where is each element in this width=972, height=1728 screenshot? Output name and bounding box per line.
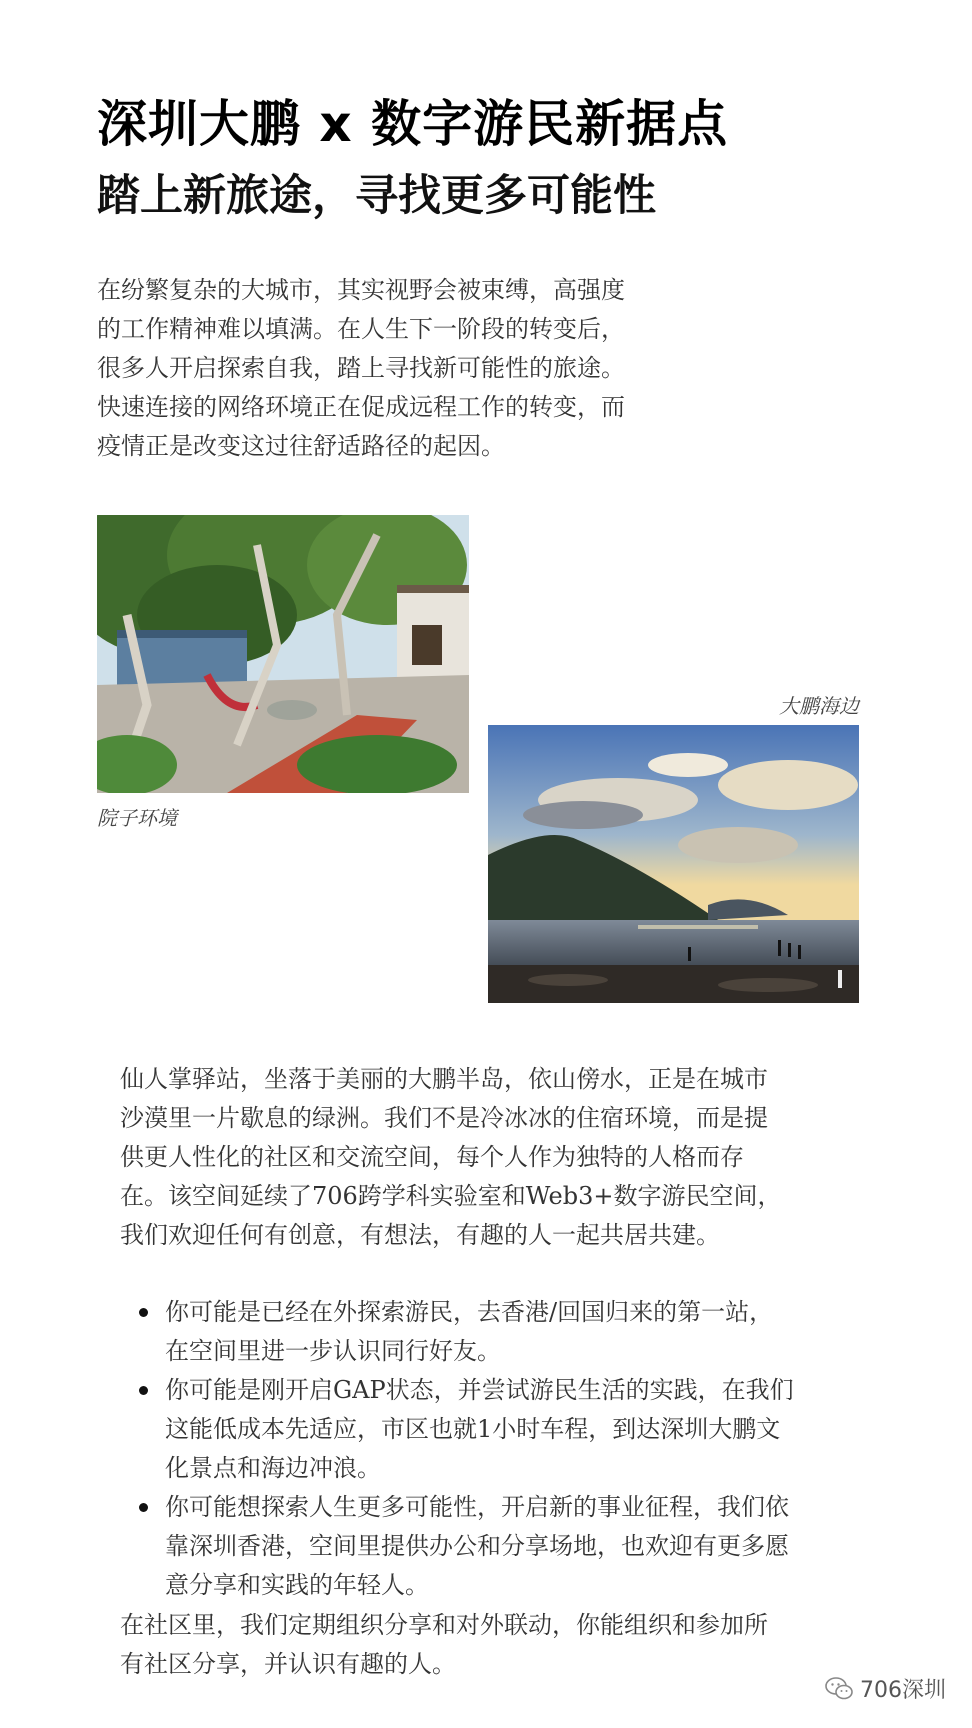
list-item-line: 化景点和海边冲浪。	[165, 1454, 381, 1482]
bullet-dot-icon	[139, 1503, 148, 1512]
closing-line: 有社区分享，并认识有趣的人。	[120, 1650, 456, 1678]
wechat-icon	[824, 1676, 854, 1702]
list-item	[120, 1488, 880, 1605]
bullet-dot-icon	[139, 1308, 148, 1317]
intro-line: 疫情正是改变这过往舒适路径的起因。	[97, 432, 505, 460]
body-line: 沙漠里一片歇息的绿洲。我们不是冷冰冰的住宿环境，而是提	[120, 1104, 768, 1132]
body-line: 我们欢迎任何有创意，有想法，有趣的人一起共居共建。	[120, 1221, 720, 1249]
courtyard-photo	[97, 515, 469, 793]
body-line: 供更人性化的社区和交流空间，每个人作为独特的人格而存	[120, 1143, 744, 1171]
intro-line: 的工作精神难以填满。在人生下一阶段的转变后，	[97, 315, 625, 343]
intro-line: 在纷繁复杂的大城市，其实视野会被束缚，高强度	[97, 276, 625, 304]
list-item	[120, 1293, 880, 1371]
closing-line: 在社区里，我们定期组织分享和对外联动，你能组织和参加所	[120, 1611, 768, 1639]
body-line: 仙人掌驿站，坐落于美丽的大鹏半岛，依山傍水，正是在城市	[120, 1065, 768, 1093]
list-item	[120, 1371, 880, 1488]
list-item-line: 在空间里进一步认识同行好友。	[165, 1337, 501, 1365]
page-subtitle: 踏上新旅途，寻找更多可能性	[97, 171, 656, 221]
seaside-photo	[488, 725, 859, 1003]
intro-line: 快速连接的网络环境正在促成远程工作的转变，而	[97, 393, 625, 421]
bullet-dot-icon	[139, 1386, 148, 1395]
body-paragraph	[120, 1060, 860, 1255]
list-item-line: 这能低成本先适应，市区也就1小时车程，到达深圳大鹏文	[165, 1415, 781, 1443]
body-line: 在。该空间延续了706跨学科实验室和Web3+数字游民空间，	[120, 1182, 782, 1210]
list-item-line: 靠深圳香港，空间里提供办公和分享场地，也欢迎有更多愿	[165, 1532, 789, 1560]
page-title: 深圳大鹏 x 数字游民新据点	[97, 95, 729, 153]
list-item-line: 你可能想探索人生更多可能性，开启新的事业征程，我们依	[165, 1493, 789, 1521]
watermark-text: 706深圳	[860, 1678, 946, 1703]
seaside-caption: 大鹏海边	[779, 694, 859, 718]
list-item-line: 意分享和实践的年轻人。	[165, 1571, 429, 1599]
closing-paragraph	[120, 1606, 860, 1684]
watermark	[824, 1673, 946, 1704]
intro-paragraph	[97, 271, 697, 466]
list-item-line: 你可能是已经在外探索游民，去香港/回国归来的第一站，	[165, 1298, 774, 1326]
courtyard-caption: 院子环境	[97, 806, 177, 830]
list-item-line: 你可能是刚开启GAP状态，并尝试游民生活的实践，在我们	[165, 1376, 794, 1404]
bullet-list	[120, 1293, 880, 1605]
intro-line: 很多人开启探索自我，踏上寻找新可能性的旅途。	[97, 354, 625, 382]
